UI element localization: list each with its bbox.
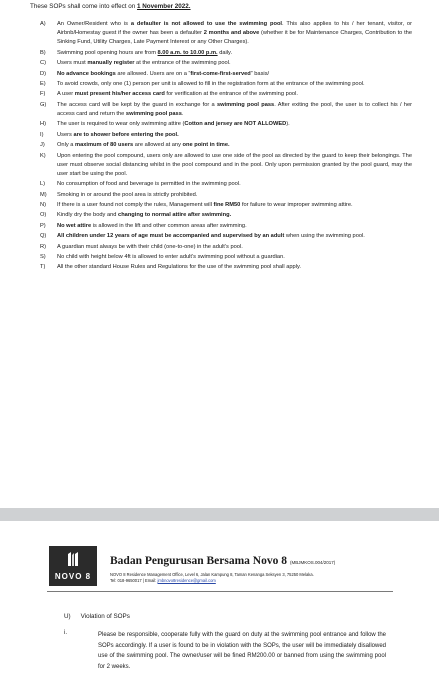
rule-text: No wet attire is allowed in the lift and other common areas after swimming.: [57, 222, 247, 229]
org-name: [110, 555, 335, 567]
item-number: i.: [64, 630, 67, 636]
rule-letter: F): [40, 91, 46, 98]
rule-letter: E): [40, 80, 46, 87]
contact-prefix: Tel: 018-9650017 | Email:: [110, 578, 158, 583]
rule-text: Swimming pool opening hours are from 8.00 a.m. to 10.00 p.m. daily.: [57, 49, 233, 56]
rule-text: The user is required to wear only swimming attire (Cotton and jersey are NOT ALLOWED).: [57, 121, 290, 128]
sop-rule: [40, 232, 412, 241]
org-registration: (MBJMKOS.004/2017): [290, 560, 336, 565]
rule-text: All children under 12 years of age must be accompanied and supervised by an adult when using the swimming pool.: [57, 233, 365, 240]
rule-text: Upon entering the pool compound, users only are allowed to use one side of the pool as directed by the guard to keep their belongings. The user must observe social distancing whilst in the pool compound and in the pool. Only upon permission granted by the pool guard, may the user start be using the pool.: [57, 152, 412, 177]
rule-text: No consumption of food and beverage is permitted in the swimming pool.: [57, 181, 241, 188]
rule-letter: R): [40, 243, 47, 250]
rule-text: Users must manually register at the entrance of the swimming pool.: [57, 60, 231, 67]
item-text: Please be responsible, cooperate fully with the guard on duty at the swimming pool entrance and follow the SOPs accordingly. If a user is found to be in violation with the SOPs, the user will be immediately disallowed use of the swimming pool. The owner/user will be fined RM200.00 or banned from using the swimming pool for 2 weeks.: [98, 632, 386, 670]
sop-rule: [40, 201, 412, 210]
sop-rule: [40, 131, 412, 140]
page-divider: [0, 508, 439, 521]
rule-letter: I): [40, 131, 44, 138]
sop-rule: [40, 141, 412, 150]
rule-letter: K): [40, 152, 46, 159]
rule-text: A guardian must always be with their child (one-to-one) in the adult’s pool.: [57, 243, 243, 250]
sop-rule: [40, 101, 412, 119]
sop-page-two: [0, 521, 439, 700]
effective-date-line: [30, 3, 191, 10]
contact-email-link[interactable]: jmbnovo8residence@gmail.com: [157, 578, 216, 583]
rule-letter: S): [40, 254, 46, 261]
novo8-logo: [49, 546, 97, 586]
rule-text: If there is a user found not comply the rules, Management will fine RM50 for failure to wear improper swimming attire.: [57, 202, 353, 209]
sop-rule: [40, 191, 412, 200]
org-name-text: Badan Pengurusan Bersama Novo 8: [110, 555, 287, 567]
org-contact: [110, 578, 314, 584]
rule-letter: P): [40, 222, 46, 229]
rule-letter: O): [40, 212, 47, 219]
sop-rule: [40, 80, 412, 89]
sop-rule: [40, 70, 412, 79]
rule-text: To avoid crowds, only one (1) person per unit is allowed to fill in the registration form at the entrance of the swimming pool.: [57, 80, 365, 87]
rule-text: Kindly dry the body and changing to normal attire after swimming.: [57, 212, 232, 219]
sop-rule: [40, 120, 412, 129]
rule-text: Smoking in or around the pool area is strictly prohibited.: [57, 191, 198, 198]
rule-text: A user must present his/her access card for verification at the entrance of the swimming pool.: [57, 91, 298, 98]
rule-letter: L): [40, 181, 46, 188]
rule-letter: Q): [40, 233, 47, 240]
sop-rule: [40, 59, 412, 68]
violation-item: [64, 630, 386, 672]
sop-rule: [40, 20, 412, 48]
sop-rule: [40, 180, 412, 189]
violation-section-heading: [64, 613, 130, 620]
org-address: NOVO 8 Residence Management Office, Level 6, Jalan Kampung 8, Taman Kenanga Seksyen 3, 75250 Melaka.: [110, 572, 314, 577]
sop-rule: [40, 222, 412, 231]
rule-letter: D): [40, 70, 47, 77]
logo-text: NOVO 8: [54, 572, 92, 581]
letterhead-rule: [47, 591, 393, 592]
section-letter: U): [64, 613, 71, 620]
rule-letter: M): [40, 191, 47, 198]
section-title: Violation of SOPs: [80, 613, 130, 620]
sop-rule: [40, 253, 412, 262]
rule-letter: J): [40, 142, 45, 149]
rule-letter: T): [40, 264, 46, 271]
rule-letter: H): [40, 121, 47, 128]
sop-rule: [40, 152, 412, 180]
rule-text: No child with height below 4ft is allowed to enter adult’s swimming pool without a guardian.: [57, 254, 285, 261]
rule-letter: B): [40, 49, 46, 56]
sop-rule: [40, 263, 412, 272]
rule-letter: G): [40, 101, 47, 108]
sop-rules-list: [40, 20, 412, 274]
rule-text: The access card will be kept by the guard in exchange for a swimming pool pass. After exiting the pool, the user is to collect his / her access card and return the swimming pool pass.: [57, 101, 412, 117]
sop-rule: [40, 211, 412, 220]
building-logo-icon: [66, 551, 80, 567]
effective-date: 1 November 2022.: [137, 3, 191, 10]
sop-rule: [40, 90, 412, 99]
org-address-block: [110, 572, 314, 584]
rule-text: All the other standard House Rules and Regulations for the use of the swimming pool shall apply.: [57, 264, 301, 271]
rule-text: Only a maximum of 80 users are allowed at any one point in time.: [57, 142, 230, 149]
rule-text: An Owner/Resident who is a defaulter is not allowed to use the swimming pool. This also applies to his / her tenant, visitor, or Airbnb/Homestay guest if the owner has been a defaulter 2 months and above (whether it be for Maintenance Charges, Contribution to the Sinking Fund, Utility Charges, Late Payment Interest or any Other Charges).: [57, 21, 412, 46]
rule-letter: C): [40, 60, 47, 67]
sop-rule: [40, 243, 412, 252]
sop-rule: [40, 49, 412, 58]
rule-letter: N): [40, 202, 47, 209]
rule-text: No advance bookings are allowed. Users are on a “first-come-first-served” basis/: [57, 70, 270, 77]
rule-letter: A): [40, 21, 46, 27]
intro-prefix: These SOPs shall come into effect on: [30, 3, 137, 10]
rule-text: Users are to shower before entering the pool.: [57, 131, 179, 138]
